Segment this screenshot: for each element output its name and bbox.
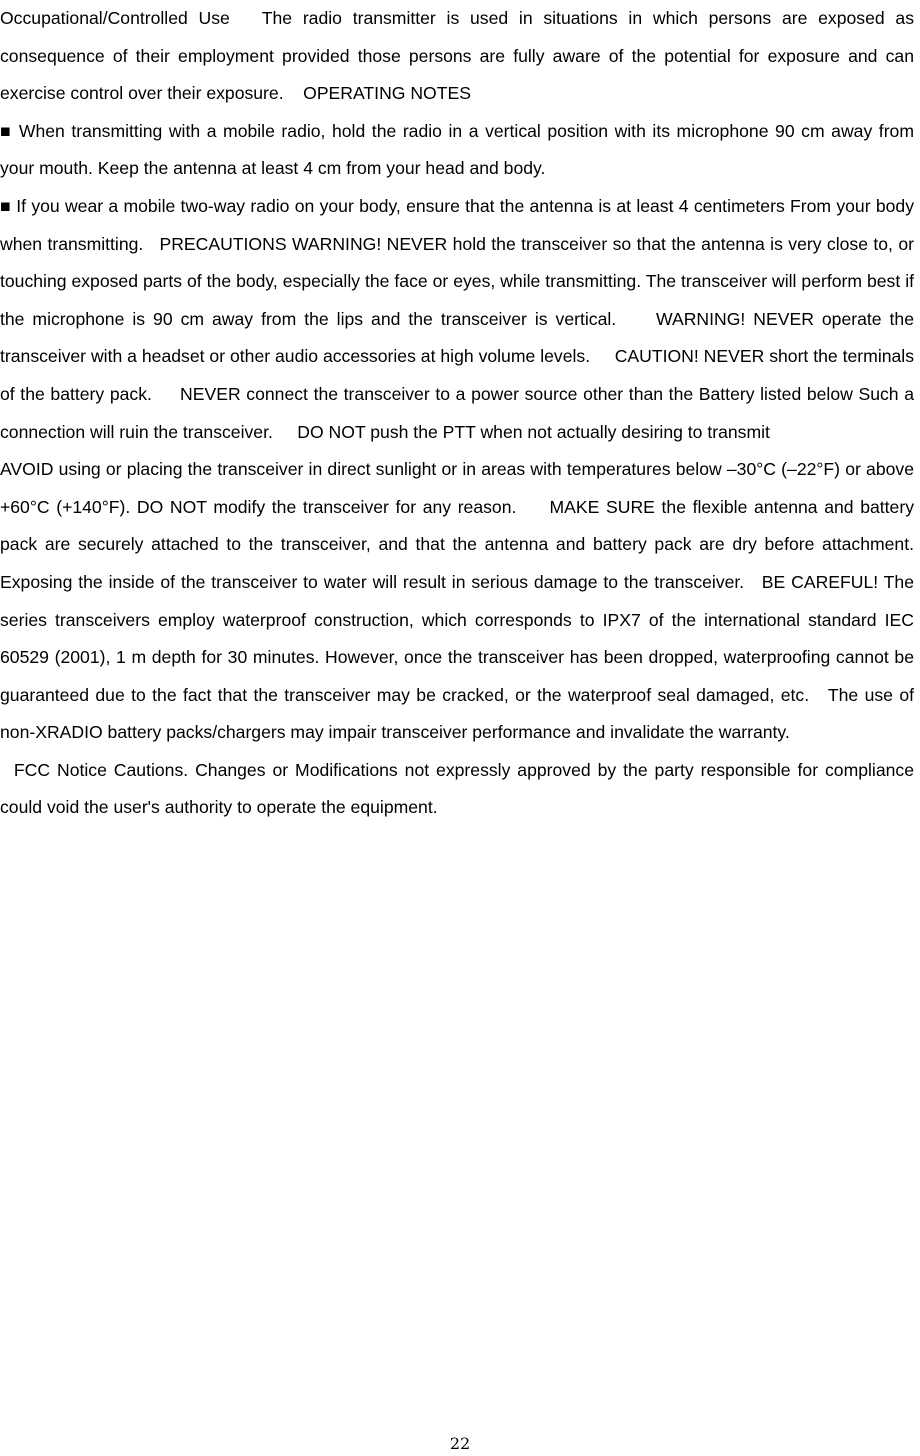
paragraph-fcc-notice: FCC Notice Cautions. Changes or Modifications not expressly approved by the party responsible for compliance could void the user's authority to operate the equipment. bbox=[0, 759, 919, 818]
paragraph-mobile-radio-note: ■ When transmitting with a mobile radio, hold the radio in a vertical position with its microphone 90 cm away from your mouth. Keep the antenna at least 4 cm from your head and body. bbox=[0, 120, 919, 179]
paragraph-environment-waterproof: AVOID using or placing the transceiver in direct sunlight or in areas with temperatures below –30°C (–22°F) or above +60°C (+140°F). DO NOT modify the transceiver for any reason. MAKE SURE the flexible antenna and battery pack are securely attached to the transceiver, and that the antenna and battery pack are dry before attachment. Exposing the inside of the transceiver to water will result in serious damage to the transceiver. BE CAREFUL! The series transceivers employ waterproof construction, which corresponds to IPX7 of the international standard IEC 60529 (2001), 1 m depth for 30 minutes. However, once the transceiver has been dropped, waterproofing cannot be guaranteed due to the fact that the transceiver may be cracked, or the waterproof seal damaged, etc. The use of non-XRADIO battery packs/chargers may impair transceiver performance and invalidate the warranty. bbox=[0, 459, 919, 743]
page-number: 22 bbox=[449, 1434, 471, 1453]
paragraph-exposure-operating-notes: Occupational/Controlled Use The radio transmitter is used in situations in which persons are exposed as consequence of their employment provided those persons are fully aware of the potential for exposure and can exercise control over their exposure. OPERATING NOTES bbox=[0, 8, 919, 104]
paragraph-precautions-warnings: ■ If you wear a mobile two-way radio on your body, ensure that the antenna is at least 4 centimeters From your body when transmitting. PRECAUTIONS WARNING! NEVER hold the transceiver so that the antenna is very close to, or touching exposed parts of the body, especially the face or eyes, while transmitting. The transceiver will perform best if the microphone is 90 cm away from the lips and the transceiver is vertical. WARNING! NEVER operate the transceiver with a headset or other audio accessories at high volume levels. CAUTION! NEVER short the terminals of the battery pack. NEVER connect the transceiver to a power source other than the Battery listed below Such a connection will ruin the transceiver. DO NOT push the PTT when not actually desiring to transmit bbox=[0, 195, 919, 442]
